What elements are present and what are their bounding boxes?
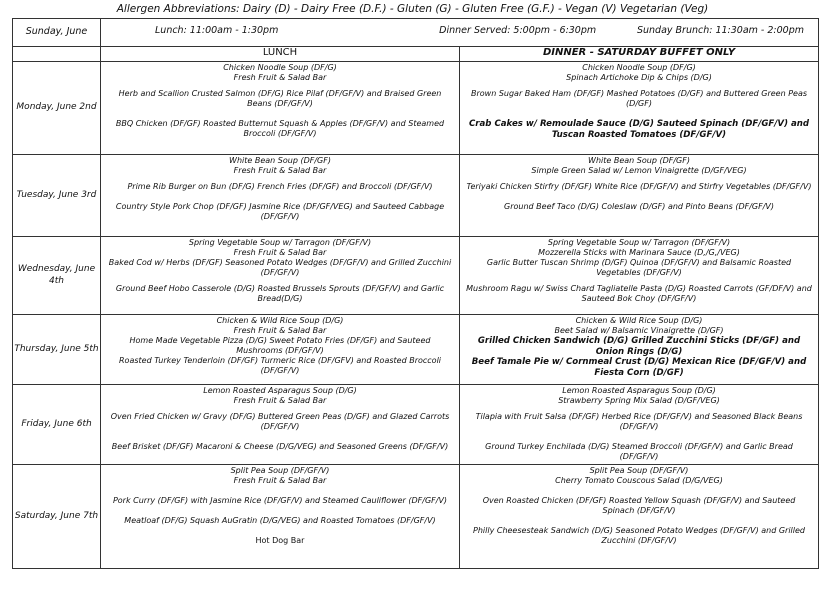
day-label: Thursday, June 5th <box>13 315 101 385</box>
soup: Lemon Roasted Asparagus Soup (D/G) <box>203 386 357 395</box>
header-day: Sunday, June <box>13 19 101 47</box>
blank-header <box>13 47 101 62</box>
entree-2: Mushroom Ragu w/ Swiss Chard Tagliatelle Pasta (D/G) Roasted Carrots (GF/DF/V) and Sauteed Bok Choy (DF/GF/V) <box>466 284 812 303</box>
soup: Chicken & Wild Rice Soup (D/G) <box>216 316 344 325</box>
entree-1: Oven Roasted Chicken (DF/GF) Roasted Yellow Squash (DF/GF/V) and Sauteed Spinach (DF/GF/V) <box>482 496 796 515</box>
lunch-cell <box>101 155 460 237</box>
entree-1: Brown Sugar Baked Ham (DF/GF) Mashed Potatoes (D/GF) and Buttered Green Peas (D/GF) <box>470 89 808 108</box>
day-label: Friday, June 6th <box>13 385 101 465</box>
entree-1: Grilled Chicken Sandwich (D/G) Grilled Zucchini Sticks (DF/GF) and Onion Rings (D/G) <box>477 336 801 357</box>
dinner-cell <box>460 465 819 569</box>
entree-2: Ground Turkey Enchilada (D/G) Steamed Broccoli (DF/GF/V) and Garlic Bread (DF/GF/V) <box>485 442 793 461</box>
soup: Spring Vegetable Soup w/ Tarragon (DF/GF/V) <box>547 238 731 247</box>
entree-2: Roasted Turkey Tenderloin (DF/GF) Turmeric Rice (DF/GFV) and Roasted Broccoli (DF/GF/V) <box>118 356 442 375</box>
soup: White Bean Soup (DF/GF) <box>229 156 331 165</box>
dinner-cell <box>460 62 819 155</box>
starter: Strawberry Spring Mix Salad (D/GF/VEG) <box>558 396 720 405</box>
soup: White Bean Soup (DF/GF) <box>588 156 690 165</box>
lunch-cell <box>101 385 460 465</box>
entree-2: Philly Cheesesteak Sandwich (D/G) Seasoned Potato Wedges (DF/GF/V) and Grilled Zucchini (DF/GF/V) <box>473 526 805 545</box>
entree-1: Teriyaki Chicken Stirfry (DF/GF) White Rice (DF/GF/V) and Stirfry Vegetables (DF/GF/V) <box>466 182 812 191</box>
day-row <box>13 465 819 569</box>
starter: Beet Salad w/ Balsamic Vinaigrette (D/GF) <box>554 326 724 335</box>
header-row <box>13 19 819 47</box>
entree-2: Country Style Pork Chop (DF/GF) Jasmine Rice (DF/GF/VEG) and Sauteed Cabbage (DF/GF/V) <box>115 202 445 221</box>
day-row <box>13 155 819 237</box>
day-row <box>13 62 819 155</box>
soup: Spring Vegetable Soup w/ Tarragon (DF/GF/V) <box>188 238 372 247</box>
day-row <box>13 315 819 385</box>
soup: Split Pea Soup (DF/GF/V) <box>230 466 330 475</box>
day-label: Tuesday, June 3rd <box>13 155 101 237</box>
lunch-column-header: LUNCH <box>101 47 460 62</box>
soup: Chicken & Wild Rice Soup (D/G) <box>575 316 703 325</box>
salad: Fresh Fruit & Salad Bar <box>233 396 327 405</box>
brunch-time: Sunday Brunch: 11:30am - 2:00pm <box>636 25 805 36</box>
lunch-cell <box>101 465 460 569</box>
entree-2: Beef Brisket (DF/GF) Macaroni & Cheese (D/G/VEG) and Seasoned Greens (DF/GF/V) <box>111 442 449 451</box>
entree-1: Garlic Butter Tuscan Shrimp (D/GF) Quinoa (DF/GF/V) and Balsamic Roasted Vegetables (DF/GF/V) <box>486 258 792 277</box>
day-label: Saturday, June 7th <box>13 465 101 569</box>
lunch-cell <box>101 315 460 385</box>
entree-2: Ground Beef Hobo Casserole (D/G) Roasted Brussels Sprouts (DF/GF/V) and Garlic Bread(D/G) <box>115 284 445 303</box>
dinner-time: Dinner Served: 5:00pm - 6:30pm <box>439 25 597 36</box>
day-label: Wednesday, June 4th <box>13 237 101 315</box>
entree-2: Ground Beef Taco (D/G) Coleslaw (D/GF) and Pinto Beans (DF/GF/V) <box>504 202 774 211</box>
dinner-column-header: DINNER - SATURDAY BUFFET ONLY <box>460 47 819 62</box>
entree-2: BBQ Chicken (DF/GF) Roasted Butternut Squash & Apples (DF/GF/V) and Steamed Broccoli (DF/GF/V) <box>115 119 445 138</box>
salad: Fresh Fruit & Salad Bar <box>233 73 327 82</box>
menu-table <box>12 18 819 569</box>
column-header-row <box>13 47 819 62</box>
starter: Cherry Tomato Couscous Salad (D/G/VEG) <box>555 476 723 485</box>
entree-1: Pork Curry (DF/GF) with Jasmine Rice (DF/GF/V) and Steamed Cauliflower (DF/GF/V) <box>112 496 448 505</box>
day-row <box>13 385 819 465</box>
salad: Fresh Fruit & Salad Bar <box>233 326 327 335</box>
entree-3: Hot Dog Bar <box>255 536 305 545</box>
soup: Split Pea Soup (DF/GF/V) <box>589 466 689 475</box>
entree-1: Home Made Vegetable Pizza (D/G) Sweet Potato Fries (DF/GF) and Sauteed Mushrooms (DF/GF/V) <box>129 336 431 355</box>
starter: Mozzerella Sticks with Marinara Sauce (D,/G,/VEG) <box>538 248 740 257</box>
entree-1: Oven Fried Chicken w/ Gravy (DF/G) Buttered Green Peas (D/GF) and Glazed Carrots (DF/GF/V) <box>110 412 450 431</box>
day-label: Monday, June 2nd <box>13 62 101 155</box>
salad: Fresh Fruit & Salad Bar <box>233 166 327 175</box>
dinner-cell <box>460 315 819 385</box>
soup: Chicken Noodle Soup (DF/G) <box>223 63 337 72</box>
starter: Spinach Artichoke Dip & Chips (D/G) <box>566 73 712 82</box>
entree-2: Crab Cakes w/ Remoulade Sauce (D/G) Sauteed Spinach (DF/GF/V) and Tuscan Roasted Tomatoes (DF/GF/V) <box>468 119 810 140</box>
salad: Fresh Fruit & Salad Bar <box>233 476 327 485</box>
entree-1: Herb and Scallion Crusted Salmon (DF/G) Rice Pilaf (DF/GF/V) and Braised Green Beans (DF/GF/V) <box>118 89 442 108</box>
day-row <box>13 237 819 315</box>
service-times <box>101 19 819 47</box>
soup: Chicken Noodle Soup (DF/G) <box>582 63 696 72</box>
entree-2: Meatloaf (DF/G) Squash AuGratin (D/G/VEG) and Roasted Tomatoes (DF/GF/V) <box>124 516 436 525</box>
lunch-time: Lunch: 11:00am - 1:30pm <box>155 25 279 36</box>
entree-1: Tilapia with Fruit Salsa (DF/GF) Herbed Rice (DF/GF/V) and Seasoned Black Beans (DF/GF/V) <box>475 412 803 431</box>
lunch-cell <box>101 237 460 315</box>
entree-1: Baked Cod w/ Herbs (DF/GF) Seasoned Potato Wedges (DF/GF/V) and Grilled Zucchini (DF/GF/V) <box>108 258 452 277</box>
dinner-cell <box>460 385 819 465</box>
dinner-cell <box>460 237 819 315</box>
starter: Simple Green Salad w/ Lemon Vinaigrette (D/GF/VEG) <box>531 166 747 175</box>
lunch-cell <box>101 62 460 155</box>
allergen-abbreviations: Allergen Abbreviations: Dairy (D) - Dairy Free (D.F.) - Gluten (G) - Gluten Free (G.F.) - Vegan (V) Vegetarian (Veg) <box>116 3 709 15</box>
entree-1: Prime Rib Burger on Bun (DF/G) French Fries (DF/GF) and Broccoli (DF/GF/V) <box>127 182 433 191</box>
dinner-cell <box>460 155 819 237</box>
salad: Fresh Fruit & Salad Bar <box>233 248 327 257</box>
entree-2: Beef Tamale Pie w/ Cornmeal Crust (D/G) Mexican Rice (DF/GF/V) and Fiesta Corn (D/GF) <box>471 357 807 379</box>
soup: Lemon Roasted Asparagus Soup (D/G) <box>562 386 716 395</box>
